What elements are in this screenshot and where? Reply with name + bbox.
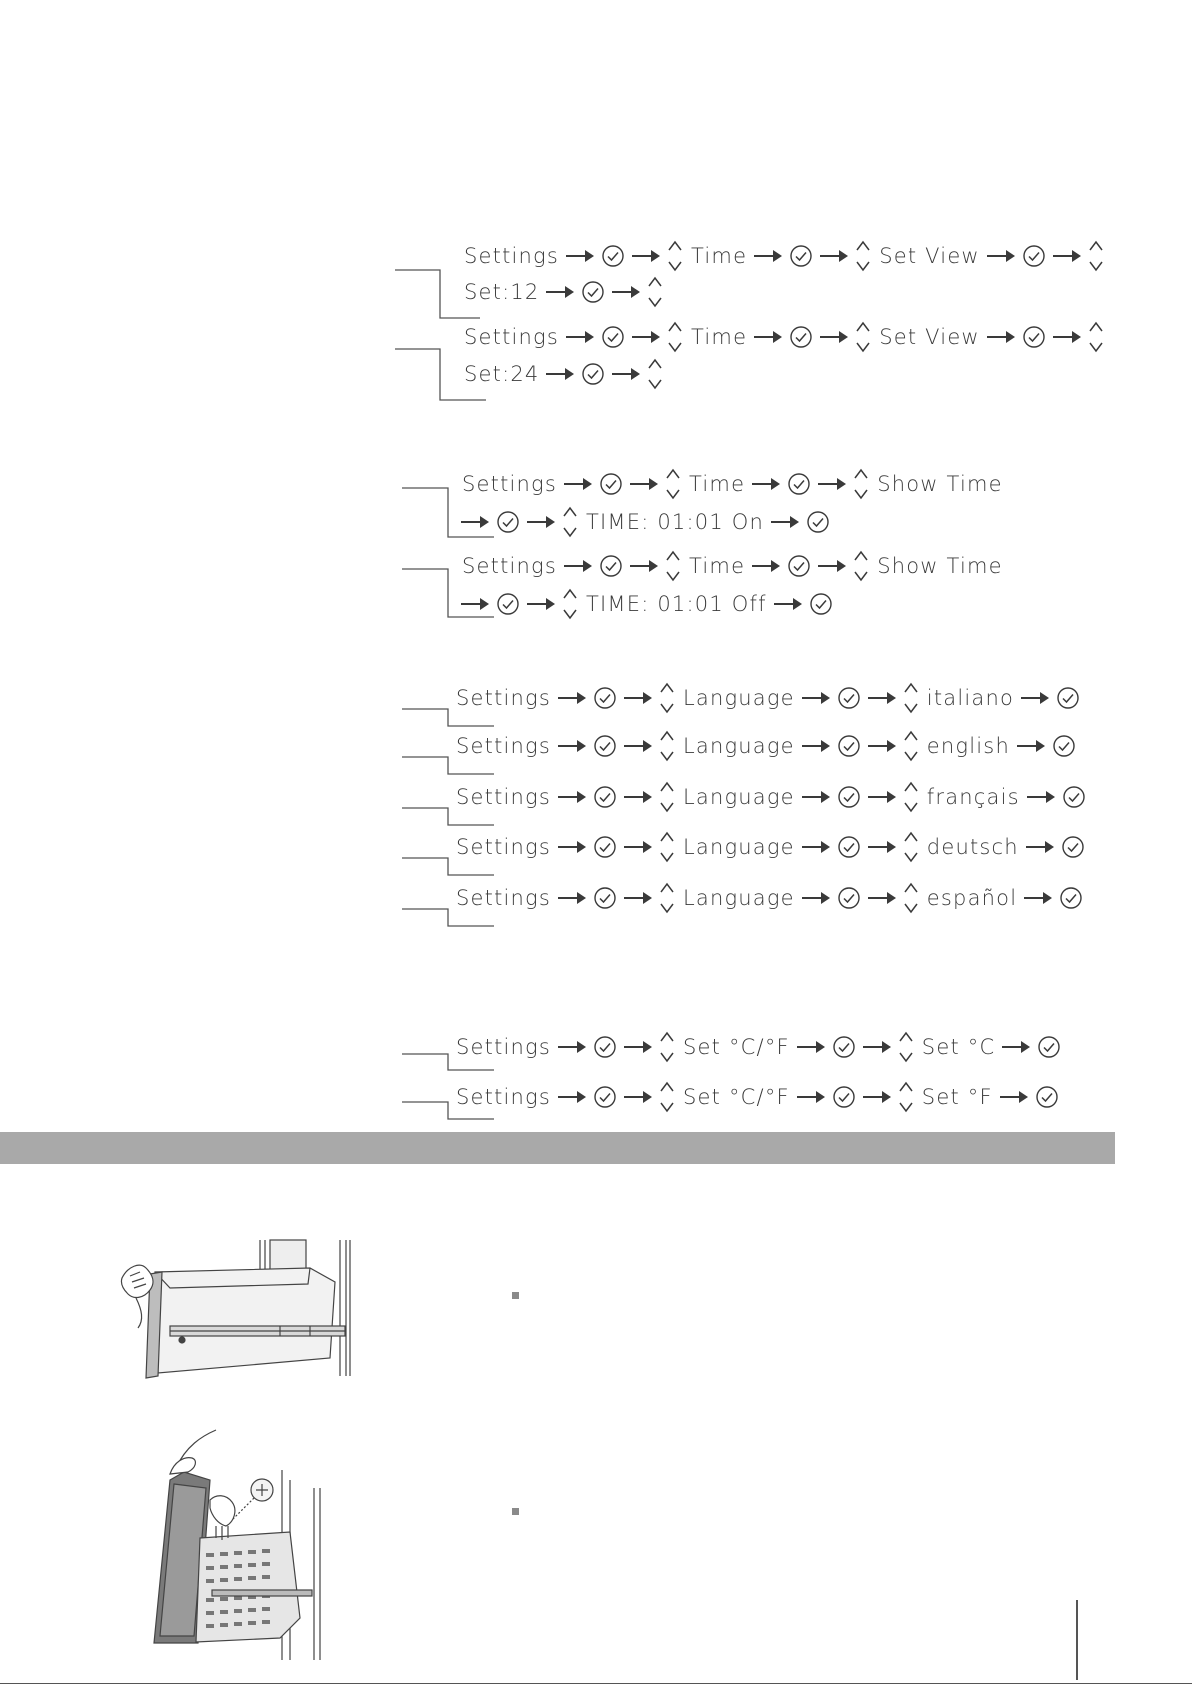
flow-step-label: Set:12 [464,280,540,304]
flow-step-label: Language [683,686,795,710]
right-arrow-icon [623,1090,653,1104]
flow-step-label: Set °C [921,1035,996,1059]
flow-step-label: Settings [464,244,560,268]
up-down-chevrons-icon [898,1079,914,1115]
flow-step-label: Settings [462,554,558,578]
flow-step-label: Set °F [921,1085,993,1109]
flow-step-label: Time [691,244,748,268]
flow-step-label: Language [683,785,795,809]
flow-step-label: Settings [456,686,552,710]
flow-step-label: français [926,785,1020,809]
right-arrow-icon [557,1090,587,1104]
flow-step-label: Set °C/°F [683,1035,790,1059]
flow-step-label: TIME: 01:01 On [586,510,764,534]
check-circle-icon [1037,1035,1061,1059]
flow-step-label: Set °C/°F [683,1085,790,1109]
check-circle-icon [832,1035,856,1059]
flow-line [452,1028,1065,1066]
right-arrow-icon [862,1090,892,1104]
flow-step-label: Language [683,886,795,910]
flow-step-label: Set:24 [464,362,540,386]
flow-step-label: Settings [464,325,560,349]
flow-step-label: Settings [456,734,552,758]
check-circle-icon [1035,1085,1059,1109]
flow-step-label: deutsch [926,835,1019,859]
flow-step-label: Settings [456,1085,552,1109]
flow-step-label: Language [683,734,795,758]
right-arrow-icon [796,1090,826,1104]
flow-step-label: Settings [456,1035,552,1059]
right-arrow-icon [623,1040,653,1054]
bullet-marker [512,1292,519,1299]
check-circle-icon [593,1035,617,1059]
flow-step-label: italiano [926,686,1015,710]
drawer-basket-illustration [140,1428,340,1673]
page-bottom-rule [0,1683,1192,1684]
up-down-chevrons-icon [659,1029,675,1065]
flow-step-label: Settings [456,835,552,859]
flow-step-label: Time [691,325,748,349]
flow-step-label: Settings [462,472,558,496]
flow-line [452,1078,1063,1116]
flow-step-label: español [926,886,1018,910]
right-arrow-icon [862,1040,892,1054]
check-circle-icon [832,1085,856,1109]
flow-step-label: Set View [879,325,980,349]
right-arrow-icon [557,1040,587,1054]
page-edge-line [1076,1600,1078,1680]
flow-step-label: Show Time [877,554,1003,578]
right-arrow-icon [796,1040,826,1054]
up-down-chevrons-icon [898,1029,914,1065]
section-header-bar [0,1132,1115,1164]
check-circle-icon [593,1085,617,1109]
flow-step-label: Settings [456,886,552,910]
flow-step-label: Show Time [877,472,1003,496]
flow-step-label: Language [683,835,795,859]
flow-step-label: Time [689,472,746,496]
bullet-marker [512,1508,519,1515]
up-down-chevrons-icon [659,1079,675,1115]
right-arrow-icon [999,1090,1029,1104]
right-arrow-icon [1001,1040,1031,1054]
flow-step-label: Time [689,554,746,578]
flow-step-label: Settings [456,785,552,809]
flow-step-label: Set View [879,244,980,268]
drawer-rail-illustration [110,1238,365,1378]
flow-step-label: english [926,734,1010,758]
flow-step-label: TIME: 01:01 Off [586,592,767,616]
